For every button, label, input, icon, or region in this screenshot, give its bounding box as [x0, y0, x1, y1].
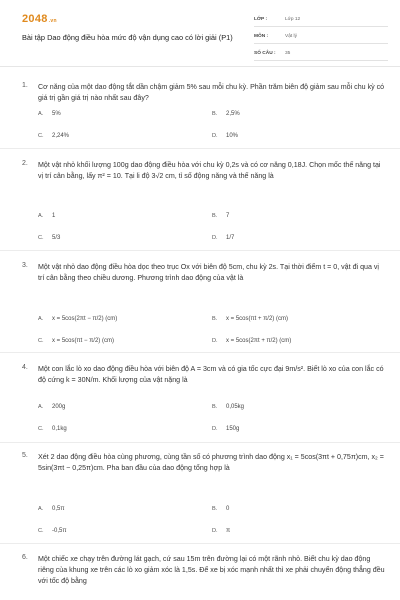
option-b[interactable] — [212, 404, 244, 410]
question-number: 2. — [22, 160, 28, 167]
option-letter: D. — [212, 235, 218, 241]
question-text: Cơ năng của một dao động tắt dần chậm giảm 5% sau mỗi chu kỳ. Phần trăm biên độ giảm sau mỗi chu kỳ có giá trị gần giá trị nào nhất sau đây? — [38, 83, 385, 102]
question-number: 5. — [22, 452, 28, 459]
option-letter: B. — [212, 506, 218, 512]
option-b[interactable] — [212, 506, 229, 512]
option-text: 5% — [52, 111, 61, 117]
meta-value: 35 — [285, 51, 291, 56]
option-text: 1/7 — [226, 235, 235, 241]
option-text: 10% — [226, 133, 239, 139]
option-letter: B. — [212, 213, 218, 219]
logo-text: 2048 — [22, 13, 48, 25]
option-c[interactable] — [38, 235, 60, 241]
option-d[interactable] — [212, 426, 239, 432]
option-a[interactable] — [38, 213, 55, 219]
option-a[interactable] — [38, 404, 65, 410]
question-number: 4. — [22, 364, 28, 371]
question-divider — [0, 250, 400, 251]
logo-suffix: .vn — [48, 18, 57, 24]
option-letter: C. — [38, 338, 44, 344]
option-text: x = 5cos(2πt + π/2) (cm) — [226, 338, 292, 344]
option-b[interactable] — [212, 213, 229, 219]
option-c[interactable] — [38, 133, 69, 139]
option-text: 2,24% — [52, 133, 70, 139]
header-divider — [0, 66, 400, 67]
option-a[interactable] — [38, 111, 61, 117]
document-title: Bài tập Dao động điều hòa mức độ vận dụng cao có lời giải (P1) — [22, 33, 233, 42]
option-d[interactable] — [212, 133, 238, 139]
option-letter: D. — [212, 133, 218, 139]
option-a[interactable] — [38, 506, 64, 512]
question-text: Một con lắc lò xo dao động điều hòa với biên độ A = 3cm và có gia tốc cực đại 9m/s². Biết lò xo của con lắc có độ cứng k = 30N/m. Khối lượng của vật nặng là — [38, 365, 384, 384]
option-text: 5/3 — [52, 235, 61, 241]
question-text: Một chiếc xe chạy trên đường lát gạch, cứ sau 15m trên đường lại có một rãnh nhỏ. Biết chu kỳ dao động riêng của khung xe trên các lò xo giảm xóc là 1,5s. Để xe bị xóc mạnh nhất thì xe phải chuyển động thẳng đều với tốc độ bằng — [38, 555, 385, 585]
question-divider — [0, 352, 400, 353]
question-divider — [0, 442, 400, 443]
option-letter: B. — [212, 111, 218, 117]
question-number: 6. — [22, 554, 28, 561]
option-letter: C. — [38, 528, 44, 534]
option-text: x = 5cos(2πt − π/2) (cm) — [52, 316, 118, 322]
option-text: π — [226, 528, 231, 534]
option-text: 200g — [52, 404, 66, 410]
question-number: 3. — [22, 262, 28, 269]
option-d[interactable] — [212, 235, 234, 241]
question-divider — [0, 543, 400, 544]
question-text: Một vật nhỏ dao động điều hòa dọc theo trục Ox với biên độ 5cm, chu kỳ 2s. Tại thời điểm t = 0, vật đi qua vị trí cân bằng theo chiều dương. Phương trình dao động của vật là — [38, 263, 379, 282]
option-text: 1 — [52, 213, 56, 219]
option-text: x = 5cos(πt + π/2) (cm) — [226, 316, 288, 322]
option-letter: D. — [212, 528, 218, 534]
option-text: 0 — [226, 506, 230, 512]
option-text: x = 5cos(πt − π/2) (cm) — [52, 338, 114, 344]
option-letter: C. — [38, 235, 44, 241]
option-text: 0,05kg — [226, 404, 245, 410]
site-logo[interactable] — [22, 13, 57, 25]
option-text: 0,5π — [52, 506, 65, 512]
option-d[interactable] — [212, 528, 230, 534]
meta-label: MÔN : — [254, 34, 269, 39]
option-letter: A. — [38, 404, 44, 410]
option-text: 2,5% — [226, 111, 240, 117]
question-text: Một vật nhỏ khối lượng 100g dao động điều hòa với chu kỳ 0,2s và có cơ năng 0,18J. Chọn mốc thế năng tại vị trí cân bằng, lấy π² = 10. Tại li độ 3√2 cm, tỉ số động năng và thế năng là — [38, 161, 381, 180]
option-letter: D. — [212, 426, 218, 432]
option-d[interactable] — [212, 338, 291, 344]
meta-row-class — [254, 14, 388, 27]
option-letter: A. — [38, 316, 44, 322]
option-letter: B. — [212, 316, 218, 322]
option-c[interactable] — [38, 338, 114, 344]
option-letter: A. — [38, 213, 44, 219]
option-text: 7 — [226, 213, 230, 219]
question-divider — [0, 148, 400, 149]
option-text: 150g — [226, 426, 240, 432]
option-letter: C. — [38, 426, 44, 432]
option-b[interactable] — [212, 111, 240, 117]
document-header — [0, 0, 400, 66]
option-letter: A. — [38, 506, 44, 512]
option-text: -0,5π — [52, 528, 67, 534]
option-letter: D. — [212, 338, 218, 344]
question-number: 1. — [22, 82, 28, 89]
meta-value: Lớp 12 — [285, 17, 301, 22]
option-letter: A. — [38, 111, 44, 117]
option-c[interactable] — [38, 426, 67, 432]
meta-row-subject — [254, 31, 388, 44]
meta-label: LỚP : — [254, 17, 268, 22]
question-text: Xét 2 dao động điều hòa cùng phương, cùng tần số có phương trình dao động x₁ = 5cos(3πt + 0,75π)cm, x₂ = 5sin(3πt − 0,25π)cm. Pha ban đầu của dao động tổng hợp là — [38, 453, 384, 472]
meta-row-count — [254, 48, 388, 61]
option-a[interactable] — [38, 316, 117, 322]
option-text: 0,1kg — [52, 426, 67, 432]
option-letter: C. — [38, 133, 44, 139]
option-c[interactable] — [38, 528, 66, 534]
meta-value: Vật lý — [285, 34, 297, 39]
meta-label: SỐ CÂU : — [254, 51, 276, 56]
document-meta — [254, 14, 388, 65]
option-letter: B. — [212, 404, 218, 410]
option-b[interactable] — [212, 316, 288, 322]
